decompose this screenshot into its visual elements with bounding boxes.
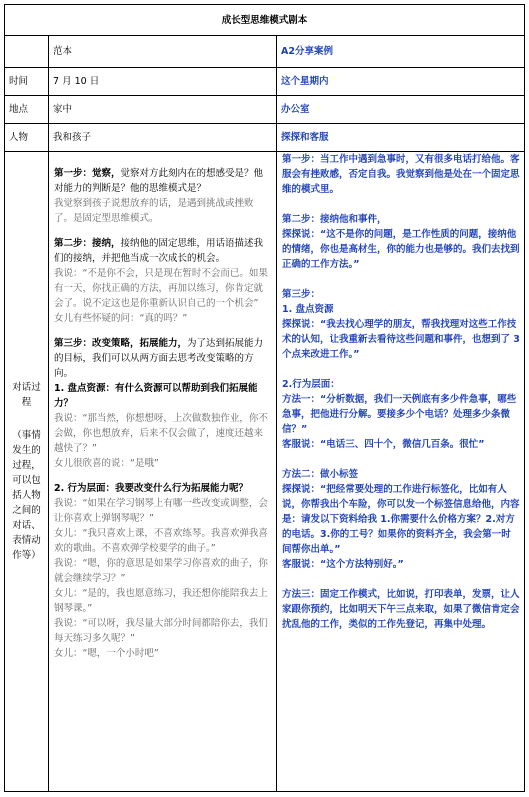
step1-answer: 我觉察到孩子说想放弃的话，是遇到挑战或挫败了。是固定型思维模式。 [54,198,254,224]
case-resource-title: 1. 盘点资源 [282,304,334,315]
dialog-label: 对话过程 [12,382,41,408]
dialog-label-cell [5,152,49,792]
place-label: 地点 [5,96,49,124]
case-method3: 方法三：固定工作模式，比如说，打印表单，发票，让人家跟你预约，比如明天下午三点来取，如果了微信肯定会扰乱他的工作，类似的工作先登记，再集中处理。 [282,589,520,630]
time-label: 时间 [5,68,49,96]
resource-question: 1. 盘点资源：有什么资源可以帮助到我们拓展能力？ [54,383,258,409]
behavior-answer-3: 我说：“嗯，你的意思是如果学习你喜欢的曲子，你就会继续学习？” [54,558,268,584]
behavior-answer-2: 女儿：“我只喜欢上课，不喜欢练琴。我喜欢弹我喜欢的歌曲。不喜欢弹学校要学的曲子。” [54,528,268,554]
case-method2-text: 探探说：“把经常要处理的工作进行标签化，比如有人说，你帮我出个车险，你可以发一个标签信息给他，内容是：请发以下资料给我 1.你需要什么价格方案？2.对方的电话。3.你的工号？如果你的资料齐全，我会第一时间帮你出单。” [282,484,520,555]
case-resource-text: 探探说：“我去找心理学的朋友，帮我找理对这些工作技术的认知，让我重新去看待这些问题和事件，也想到了 3 个点来改进工作。” [282,319,520,360]
time-template: 7 月 10 日 [49,68,277,96]
case-step2-text: 探探说：“这不是你的问题，是工作性质的问题，接纳他的情绪，你也是高材生，你的能力也是够的。我们去找到正确的工作方法。” [282,229,520,270]
page-title: 成长型思维模式剧本 [5,5,525,36]
people-case: 探探和客服 [277,124,525,152]
step1-desc: 觉察对方此刻内在的想感受是？他对能力的判断是？他的思维模式是？ [54,168,264,194]
place-template: 家中 [49,96,277,124]
behavior-answer-1: 我说：“如果在学习钢琴上有哪一些改变或调整，会让你喜欢上弹钢琴呢？” [54,498,268,524]
dialog-label-note: （事情发生的过程，可以包括人物之间的对话、表情动作等） [12,430,41,561]
script-table [4,4,525,792]
case-method2-title: 方法二：做小标签 [282,469,359,480]
behavior-answer-6: 女儿：“嗯，一个小时吧” [54,648,159,659]
people-template: 我和孩子 [49,124,277,152]
case-method1: 方法一：“分析数据，我们一天例底有多少件急事，哪些急事，把他进行分解。要接多少个电话？处理多少条微信？” [282,394,517,435]
time-case: 这个星期内 [277,68,525,96]
case-step3-title: 第三步： [282,289,321,300]
people-label: 人物 [5,124,49,152]
template-header: 范本 [49,36,277,68]
place-case: 办公室 [277,96,525,124]
step2-desc: 接纳他的固定思维，用话语描述我们的接纳，并把他当成一次成长的机会。 [54,238,264,264]
step2-answer-2: 女儿有些怀疑的问：“真的吗？” [54,313,188,324]
case-dialog [277,152,525,792]
case-behavior-title: 2.行为层面： [282,379,340,390]
step1-title: 第一步：觉察， [54,168,121,179]
case-header: A2分享案例 [277,36,525,68]
case-method2-reply: 客服说：“这个方法特别好。” [282,559,404,570]
step3-title: 第三步：改变策略，拓展能力， [54,338,188,349]
header-empty-cell [5,36,49,68]
case-step1: 第一步：当工作中遇到急事时，又有很多电话打给他。客服会有挫败感，否定自我。我觉察到他是处在一个固定思维的模式里。 [282,154,520,195]
template-dialog [49,152,277,792]
step2-answer-1: 我说：“不是你不会，只是现在暂时不会而已。如果有一天，你找正确的方法，再加以练习，你肯定就会了。说不定这也是你重新认识自己的一个机会” [54,268,268,309]
case-step2-title: 第二步：接纳他和事件， [282,214,387,225]
resource-answer-2: 女儿很欣喜的说：“是哦” [54,458,159,469]
behavior-answer-4: 女儿：“是的，我也愿意练习，我还想你能陪我去上钢琴课。” [54,588,268,614]
step2-title: 第二步：接纳， [54,238,121,249]
step3-desc: 为了达到拓展能力的目标，我们可以从两方面去思考改变策略的方向。 [54,338,264,379]
resource-answer-1: 我说：“那当然，你想想呀，上次做数独作业，你不会做，你也想放弃，后来不仅会做了，速度还越来越快了？” [54,413,268,454]
case-method1-reply: 客服说：“电话三、四十个，微信几百条。很忙” [282,439,485,450]
behavior-question: 2. 行为层面：我要改变什么行为拓展能力呢？ [54,483,249,494]
behavior-answer-5: 我说：“可以呀，我尽量大部分时间都陪你去，我们每天练习多久呢？” [54,618,268,644]
